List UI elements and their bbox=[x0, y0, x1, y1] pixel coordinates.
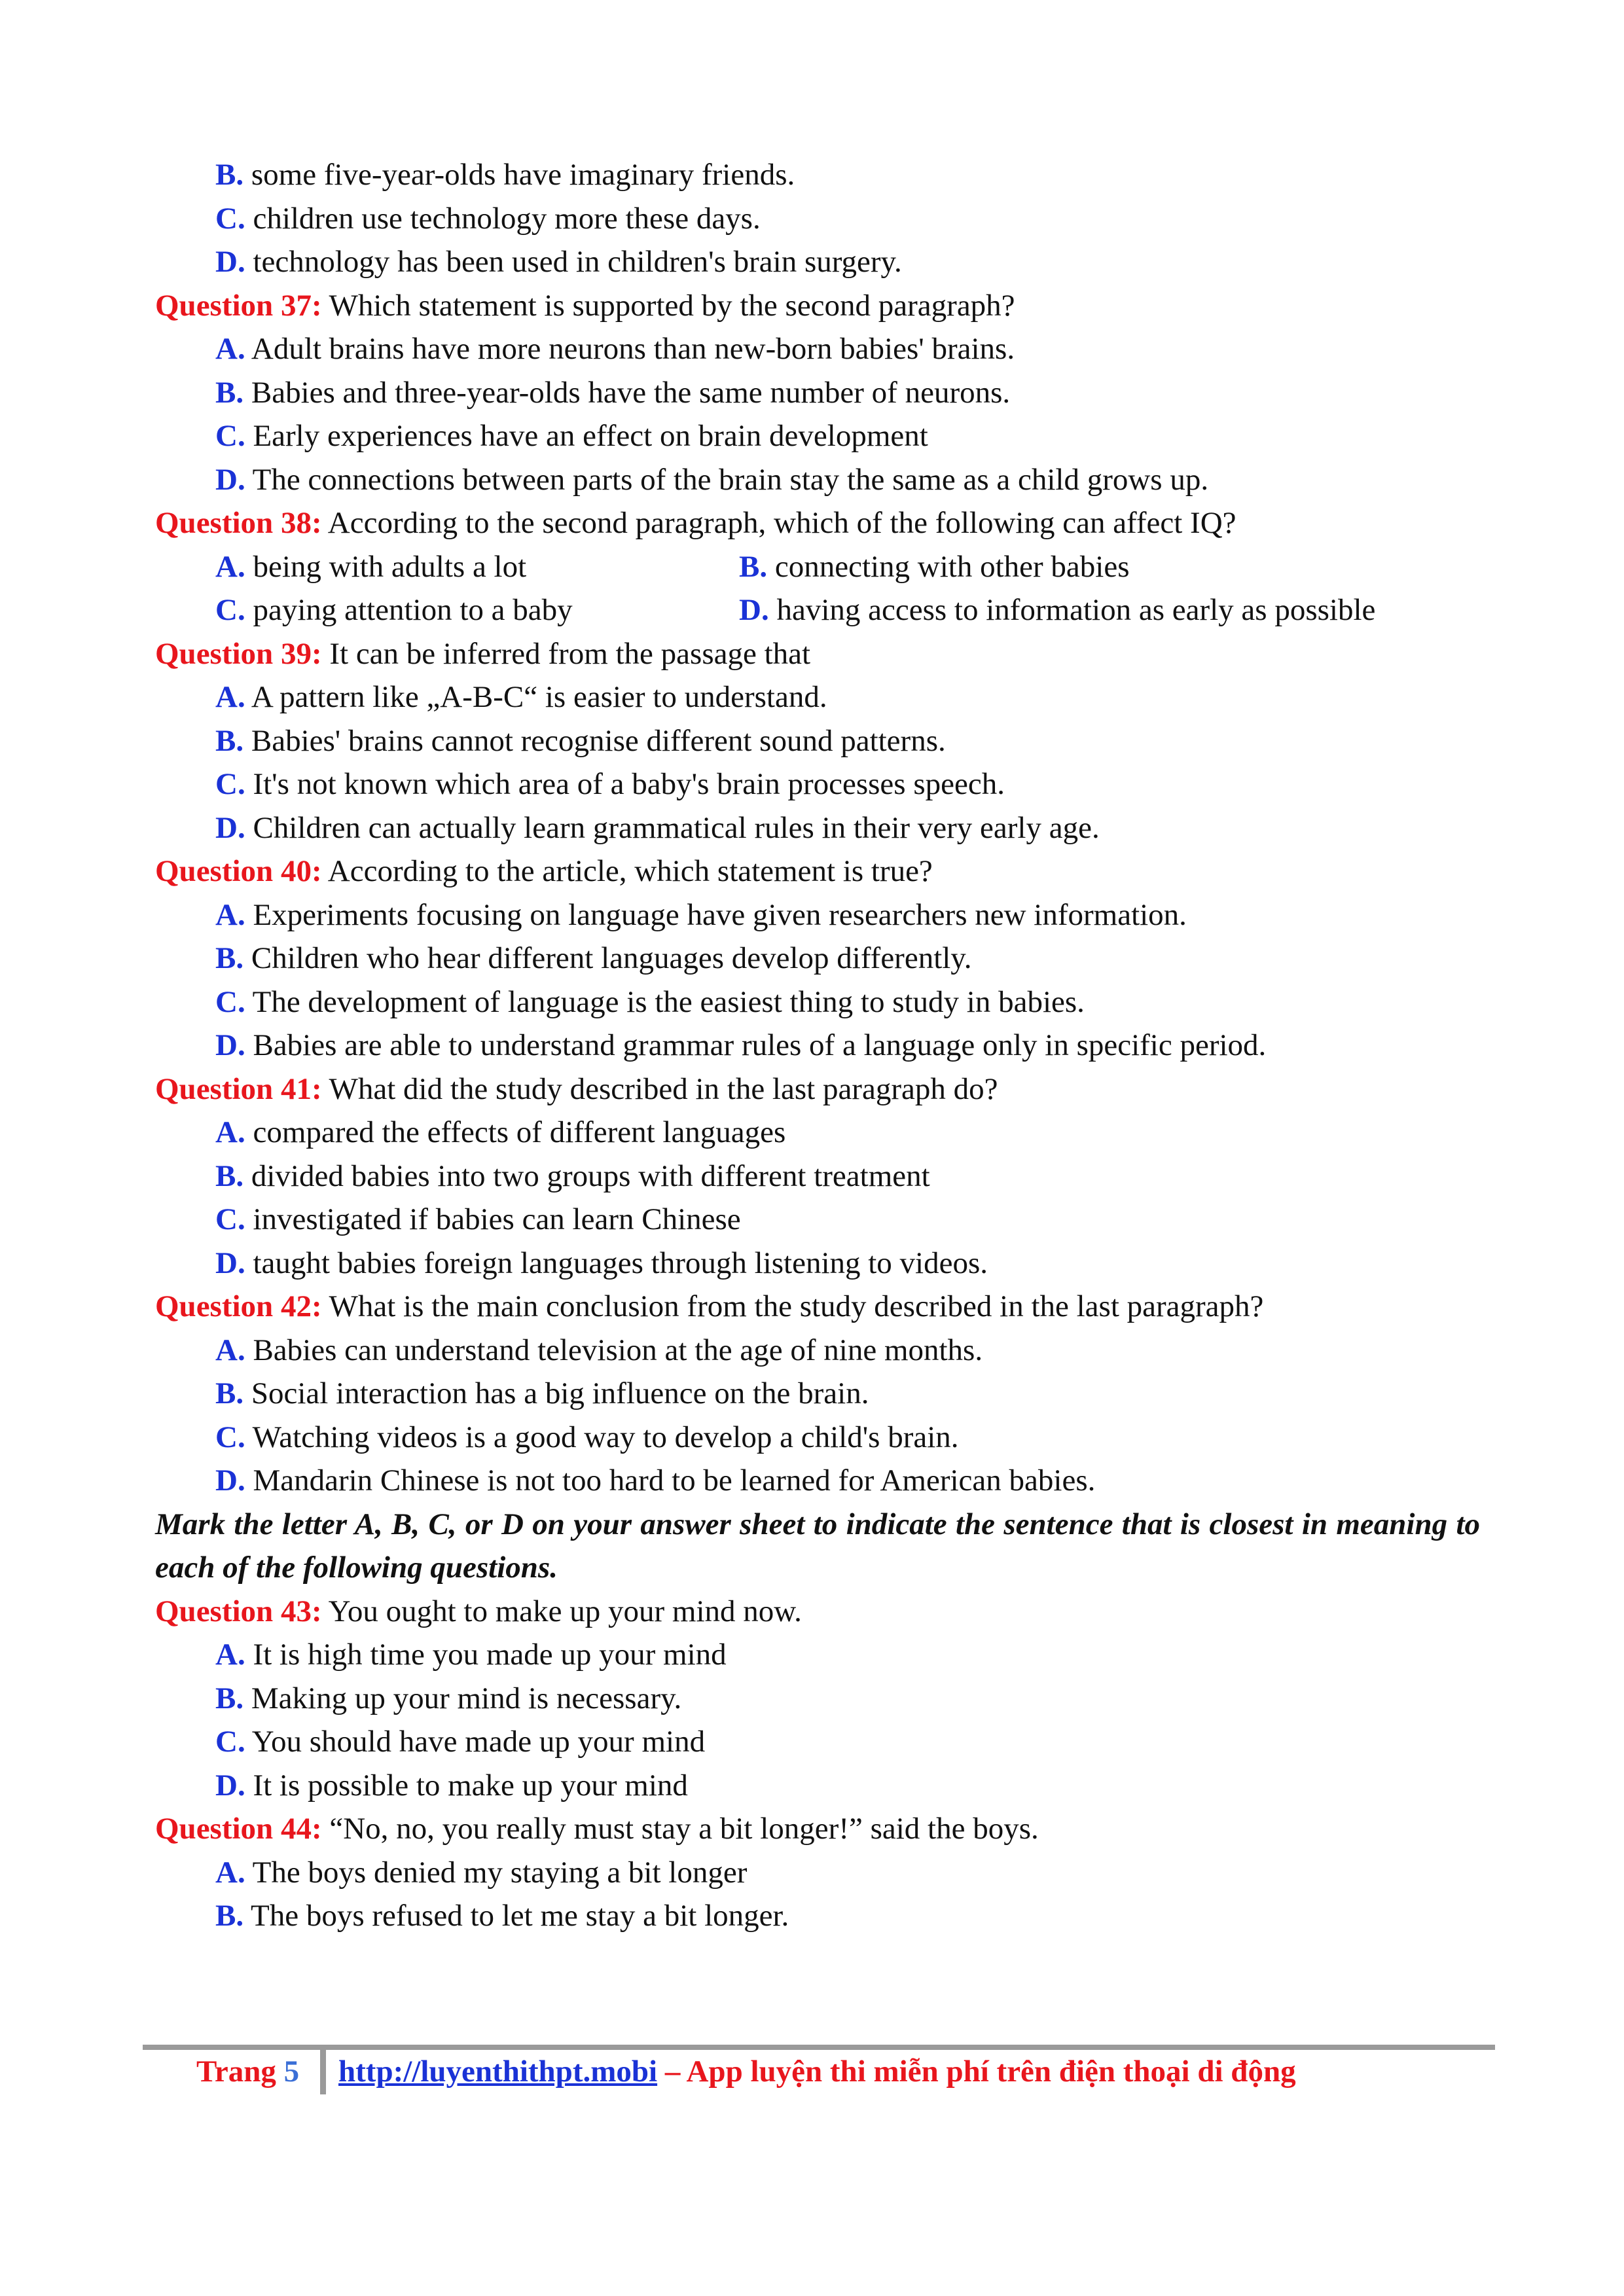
option-line: D. Babies are able to understand grammar rules of a language only in specific period. bbox=[215, 1028, 1267, 1062]
option-line: B. Social interaction has a big influence on the brain. bbox=[215, 1376, 869, 1410]
question-41: Question 41: What did the study described in the last paragraph do? bbox=[155, 1071, 998, 1106]
footer-text: http://luyenthithpt.mobi – App luyện thi miễn phí trên điện thoại di động bbox=[338, 2054, 1296, 2089]
question-39: Question 39: It can be inferred from the passage that bbox=[155, 636, 811, 671]
footer-divider bbox=[143, 2045, 1495, 2050]
page-number: Trang 5 bbox=[196, 2054, 300, 2089]
exam-page-content bbox=[155, 153, 1480, 1938]
option-cell: B. connecting with other babies bbox=[739, 549, 1130, 584]
option-line: C. investigated if babies can learn Chinese bbox=[215, 1202, 741, 1236]
option-line: B. Babies' brains cannot recognise different sound patterns. bbox=[215, 723, 946, 758]
option-line: C. Early experiences have an effect on brain development bbox=[215, 419, 928, 453]
option-line: C. The development of language is the easiest thing to study in babies. bbox=[215, 984, 1085, 1019]
option-line: A. Experiments focusing on language have given researchers new information. bbox=[215, 897, 1187, 932]
option-line: D. Mandarin Chinese is not too hard to be learned for American babies. bbox=[215, 1463, 1096, 1498]
option-line: B. Babies and three-year-olds have the same number of neurons. bbox=[215, 375, 1011, 410]
option-line: D. taught babies foreign languages through listening to videos. bbox=[215, 1246, 988, 1280]
option-line: A. A pattern like „A-B-C“ is easier to understand. bbox=[215, 680, 827, 714]
question-37: Question 37: Which statement is supported by the second paragraph? bbox=[155, 288, 1015, 323]
option-line: A. Babies can understand television at the age of nine months. bbox=[215, 1333, 983, 1367]
option-line: A. Adult brains have more neurons than new-born babies' brains. bbox=[215, 332, 1015, 366]
question-42: Question 42: What is the main conclusion from the study described in the last paragraph? bbox=[155, 1289, 1264, 1323]
option-line: A. The boys denied my staying a bit longer bbox=[215, 1855, 748, 1890]
option-line: B. The boys refused to let me stay a bit longer. bbox=[215, 1899, 789, 1933]
section-instruction: Mark the letter A, B, C, or D on your answer sheet to indicate the sentence that is closest in meaning to each of the following questions. bbox=[155, 1507, 1480, 1585]
option-line: C. Watching videos is a good way to develop a child's brain. bbox=[215, 1420, 959, 1454]
footer-separator bbox=[320, 2047, 326, 2094]
option-line: D. The connections between parts of the brain stay the same as a child grows up. bbox=[215, 462, 1209, 497]
footer-link[interactable]: http://luyenthithpt.mobi bbox=[338, 2054, 658, 2089]
option-line: B. Making up your mind is necessary. bbox=[215, 1681, 682, 1715]
option-line: D. technology has been used in children's brain surgery. bbox=[215, 245, 902, 279]
option-line: B. Children who hear different languages develop differently. bbox=[215, 941, 972, 975]
option-cell: D. having access to information as early as possible bbox=[739, 593, 1376, 627]
option-row bbox=[155, 588, 1480, 632]
option-line: D. It is possible to make up your mind bbox=[215, 1768, 688, 1803]
option-line: A. It is high time you made up your mind bbox=[215, 1638, 727, 1672]
question-40: Question 40: According to the article, which statement is true? bbox=[155, 854, 933, 888]
option-line: C. It's not known which area of a baby's brain processes speech. bbox=[215, 767, 1005, 801]
option-line: C. You should have made up your mind bbox=[215, 1725, 706, 1759]
option-line: C. children use technology more these days. bbox=[215, 201, 761, 236]
option-cell: C. paying attention to a baby bbox=[215, 593, 573, 627]
option-cell: A. being with adults a lot bbox=[215, 549, 527, 584]
option-line: A. compared the effects of different languages bbox=[215, 1115, 786, 1149]
question-44: Question 44: “No, no, you really must stay a bit longer!” said the boys. bbox=[155, 1812, 1039, 1846]
option-line: B. some five-year-olds have imaginary friends. bbox=[215, 158, 795, 192]
option-row bbox=[155, 545, 1480, 589]
option-line: D. Children can actually learn grammatical rules in their very early age. bbox=[215, 810, 1100, 845]
question-43: Question 43: You ought to make up your mind now. bbox=[155, 1594, 802, 1628]
option-line: B. divided babies into two groups with different treatment bbox=[215, 1158, 930, 1193]
question-38: Question 38: According to the second paragraph, which of the following can affect IQ? bbox=[155, 506, 1236, 540]
